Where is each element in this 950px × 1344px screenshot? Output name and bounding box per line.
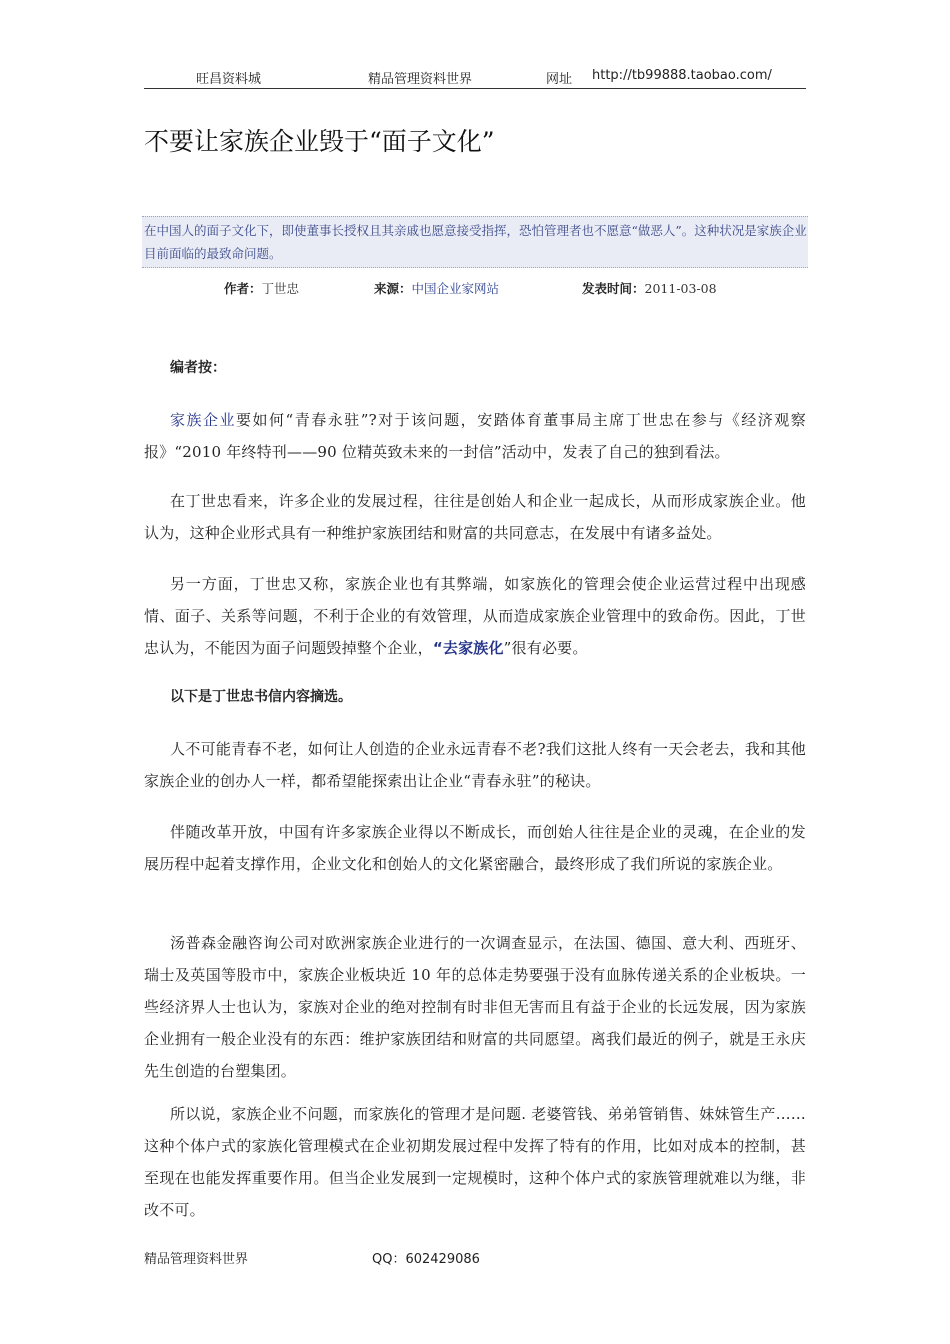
header-tagline: 精品管理资料世界 xyxy=(368,72,473,87)
paragraph-7: 所以说，家族企业不问题，而家族化的管理才是问题. 老婆管钱、弟弟管销售、妹妹管生产……这种个体户式的家族化管理模式在企业初期发展过程中发挥了特有的作用，比如对成本的控制，甚至现在也能发挥重要作用。但当企业发展到一定规模时，这种个体户式的家族管理就难以为继，非改不可。 xyxy=(144,1105,806,1219)
paragraph-3-tail: ”很有必要。 xyxy=(503,639,588,657)
author-value: 丁世忠 xyxy=(261,281,300,296)
paragraph-1 xyxy=(144,404,806,468)
author-label: 作者： xyxy=(224,281,262,296)
paragraph-3-text: 另一方面，丁世忠又称，家族企业也有其弊端，如家族化的管理会使企业运营过程中出现感情、面子、关系等问题，不利于企业的有效管理，从而造成家族企业管理中的致命伤。因此，丁世忠认为，不能因为面子问题毁掉整个企业， xyxy=(144,575,806,657)
article-title: 不要让家族企业毁于“面子文化” xyxy=(144,127,495,156)
paragraph-5: 伴随改革开放，中国有许多家族企业得以不断成长，而创始人往往是企业的灵魂，在企业的发展历程中起着支撑作用，企业文化和创始人的文化紧密融合，最终形成了我们所说的家族企业。 xyxy=(144,823,806,873)
header-url-link[interactable]: http://tb99888.taobao.com/ xyxy=(592,68,772,83)
page-header xyxy=(144,64,806,89)
meta-date xyxy=(582,279,717,297)
source-label: 来源： xyxy=(374,281,412,296)
paragraph-6: 汤普森金融咨询公司对欧洲家族企业进行的一次调查显示，在法国、德国、意大利、西班牙、瑞士及英国等股市中，家族企业板块近 10 年的总体走势要强于没有血脉传递关系的企业板块。一些经济界人士也认为，家族对企业的绝对控制有时非但无害而且有益于企业的长远发展，因为家族企业拥有一般企业没有的东西：维护家族团结和财富的共同愿望。离我们最近的例子，就是王永庆先生创造的台塑集团。 xyxy=(144,934,806,1080)
footer-site-name: 精品管理资料世界 xyxy=(144,1252,249,1267)
footer-qq: QQ：602429086 xyxy=(372,1252,480,1267)
family-business-link[interactable]: 家族企业 xyxy=(170,411,237,429)
de-familization-keyword[interactable]: “去家族化 xyxy=(432,639,504,657)
header-url-label: 网址 xyxy=(546,72,573,87)
paragraph-4: 人不可能青春不老，如何让人创造的企业永远青春不老?我们这批人终有一天会老去，我和其他家族企业的创办人一样，都希望能探索出让企业“青春永驻”的秘诀。 xyxy=(144,740,806,790)
article-summary: 在中国人的面子文化下，即使董事长授权且其亲戚也愿意接受指挥，恐怕管理者也不愿意“做恶人”。这种状况是家族企业目前面临的最致命问题。 xyxy=(142,216,808,268)
letter-excerpt-heading: 以下是丁世忠书信内容摘选。 xyxy=(170,689,352,705)
date-value: 2011-03-08 xyxy=(644,281,717,296)
source-link[interactable]: 中国企业家网站 xyxy=(411,281,500,296)
editor-note-label: 编者按： xyxy=(170,360,226,376)
date-label: 发表时间： xyxy=(582,281,645,296)
header-site-name: 旺昌资料城 xyxy=(196,72,262,87)
meta-source xyxy=(374,279,499,297)
paragraph-3 xyxy=(144,568,806,664)
meta-author xyxy=(224,279,299,297)
paragraph-1-text: 要如何“青春永驻”?对于该问题，安踏体育董事局主席丁世忠在参与《经济观察报》“2010 年终特刊——90 位精英致未来的一封信”活动中，发表了自己的独到看法。 xyxy=(144,411,806,461)
paragraph-2: 在丁世忠看来，许多企业的发展过程，往往是创始人和企业一起成长，从而形成家族企业。他认为，这种企业形式具有一种维护家族团结和财富的共同意志，在发展中有诸多益处。 xyxy=(144,492,806,542)
